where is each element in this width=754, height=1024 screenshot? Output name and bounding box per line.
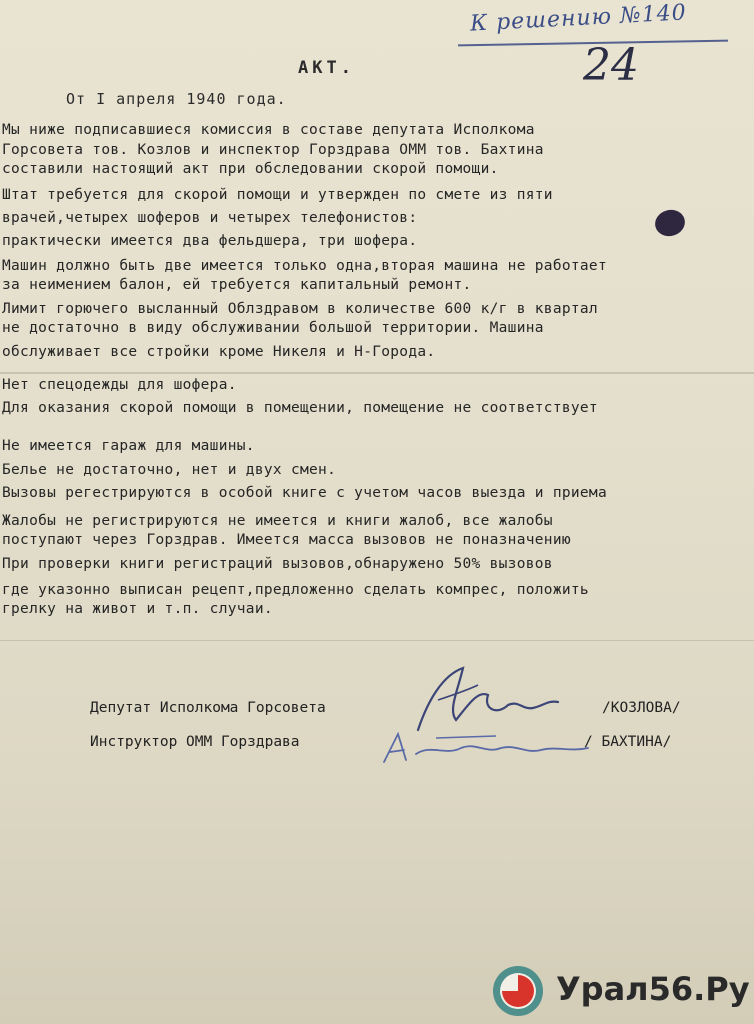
text-line: Белье не достаточно, нет и двух смен. [2,462,337,478]
handwritten-note: К решению №140 [469,0,688,37]
text-line: Не имеется гараж для машины. [2,438,255,454]
text-line: поступают через Горздрав. Имеется масса вызовов не поназначению [2,532,571,548]
ural56-logo-icon [492,965,544,1017]
paper-fold [0,372,754,374]
bakhtina-signature [376,724,596,774]
text-line: грелку на живот и т.п. случаи. [2,601,273,617]
signatory-role: Инструктор ОММ Горздрава [90,734,300,750]
text-line: Нет спецодежды для шофера. [2,377,237,393]
paper-fold [0,640,754,641]
watermark-brand: Урал56.Ру [556,970,750,1008]
text-line: составили настоящий акт при обследовании скорой помощи. [2,161,499,177]
document-date: От I апреля 1940 года. [66,90,287,108]
text-line: Горсовета тов. Козлов и инспектор Горздрава ОММ тов. Бахтина [2,142,544,158]
text-line: Вызовы регестрируются в особой книге с учетом часов выезда и приема [2,485,607,501]
signatory-name: /КОЗЛОВА/ [602,700,681,716]
document-title: АКТ. [298,58,355,78]
text-line: врачей,четырех шоферов и четырех телефонистов: [2,210,418,226]
page-number: 24 [583,40,639,91]
text-line: Машин должно быть две имеется только одна,вторая машина не работает [2,258,607,274]
text-line: практически имеется два фельдшера, три шофера. [2,233,418,249]
text-line: не достаточно в виду обслуживании большой территории. Машина [2,320,544,336]
signatory-role: Депутат Исполкома Горсовета [90,700,326,716]
text-line: Жалобы не регистрируются не имеется и книги жалоб, все жалобы [2,513,553,529]
text-line: При проверки книги регистраций вызовов,обнаружено 50% вызовов [2,556,553,572]
text-line: где указонно выписан рецепт,предложенно сделать компрес, положить [2,582,589,598]
ink-blot [652,207,688,240]
signatory-name: / БАХТИНА/ [584,734,672,750]
text-line: Лимит горючего высланный Облздравом в количестве 600 к/г в квартал [2,301,598,317]
text-line: Штат требуется для скорой помощи и утвержден по смете из пяти [2,187,553,203]
text-line: Для оказания скорой помощи в помещении, помещение не соответствует [2,400,598,416]
text-line: Мы ниже подписавшиеся комиссия в составе депутата Исполкома [2,122,535,138]
text-line: за неимением балон, ей требуется капитальный ремонт. [2,277,472,293]
text-line: обслуживает все стройки кроме Никеля и Н-Города. [2,344,436,360]
